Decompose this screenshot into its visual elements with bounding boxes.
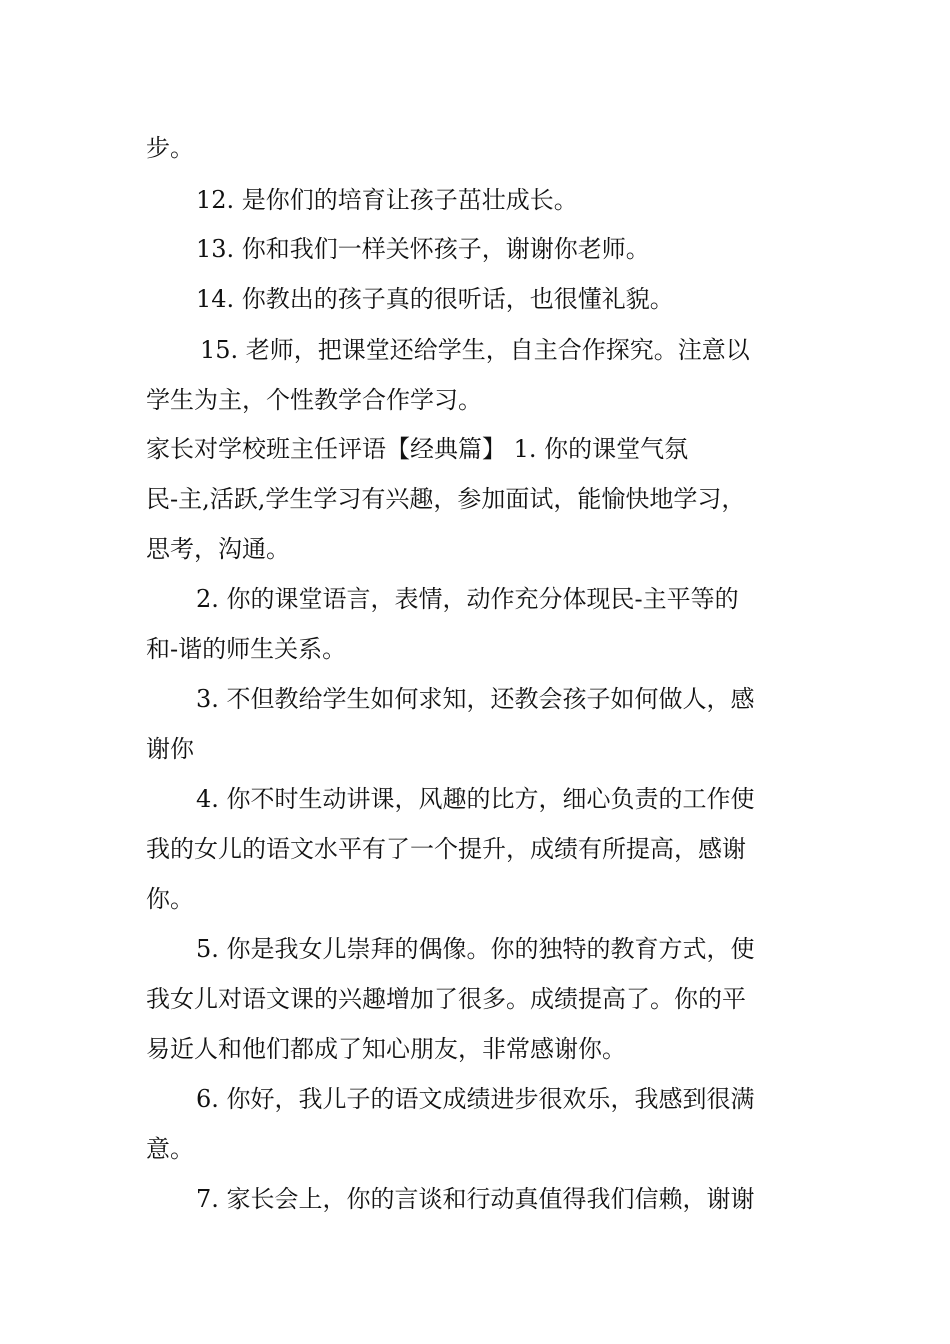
section-heading: 家长对学校班主任评语【经典篇】 1. 你的课堂气氛 xyxy=(146,435,689,463)
text-line: 思考，沟通。 xyxy=(146,535,290,563)
list-item-5: 5. 你是我女儿崇拜的偶像。你的独特的教育方式，使 xyxy=(196,935,755,963)
list-item-6: 6. 你好，我儿子的语文成绩进步很欢乐，我感到很满 xyxy=(196,1085,755,1113)
list-item-2: 2. 你的课堂语言，表情，动作充分体现民-主平等的 xyxy=(196,585,739,613)
list-item-7: 7. 家长会上，你的言谈和行动真值得我们信赖，谢谢 xyxy=(196,1185,755,1213)
text-line: 和-谐的师生关系。 xyxy=(146,635,347,663)
list-item-3: 3. 不但教给学生如何求知，还教会孩子如何做人，感 xyxy=(196,685,755,713)
text-line: 民-主,活跃,学生学习有兴趣，参加面试，能愉快地学习， xyxy=(146,485,746,513)
text-line: 步。 xyxy=(146,134,194,162)
list-item-12: 12. 是你们的培育让孩子茁壮成长。 xyxy=(196,186,578,214)
text-line: 意。 xyxy=(146,1135,194,1163)
text-line: 我女儿对语文课的兴趣增加了很多。成绩提高了。你的平 xyxy=(146,985,746,1013)
text-line: 谢你 xyxy=(146,735,194,763)
text-line: 易近人和他们都成了知心朋友，非常感谢你。 xyxy=(146,1035,626,1063)
list-item-15: 15. 老师，把课堂还给学生，自主合作探究。注意以 xyxy=(200,336,750,364)
list-item-4: 4. 你不时生动讲课，风趣的比方，细心负责的工作使 xyxy=(196,785,755,813)
text-line: 我的女儿的语文水平有了一个提升，成绩有所提高，感谢 xyxy=(146,835,746,863)
text-line: 学生为主，个性教学合作学习。 xyxy=(146,386,482,414)
text-line: 你。 xyxy=(146,885,194,913)
list-item-14: 14. 你教出的孩子真的很听话，也很懂礼貌。 xyxy=(196,285,674,313)
list-item-13: 13. 你和我们一样关怀孩子，谢谢你老师。 xyxy=(196,235,650,263)
